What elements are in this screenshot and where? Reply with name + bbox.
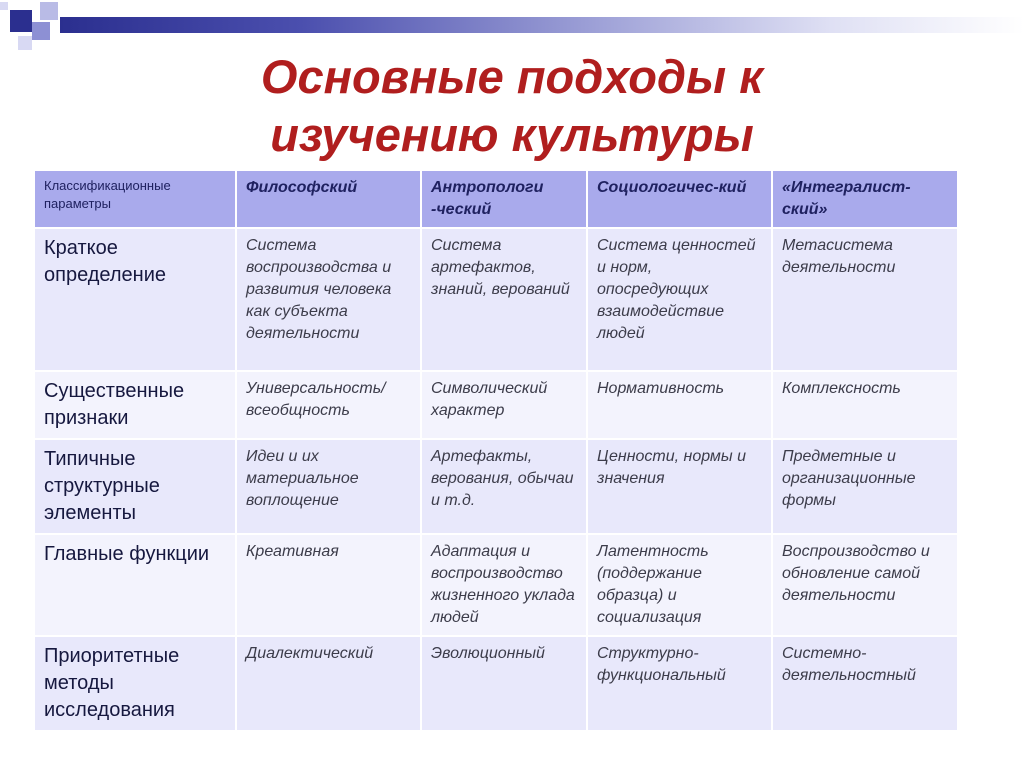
- decorative-top-bar: [60, 17, 1024, 33]
- table-cell: Креативная: [237, 535, 422, 637]
- row-parameter: Приоритетные методы исследования: [35, 637, 237, 732]
- table-row: [35, 535, 959, 637]
- table-cell: Системно-деятельностный: [773, 637, 959, 732]
- table-cell: Воспроизводство и обновление самой деятельности: [773, 535, 959, 637]
- table-cell: Эволюционный: [422, 637, 588, 732]
- header-sociological: Социологичес-кий: [588, 171, 773, 229]
- table-row: [35, 440, 959, 535]
- decorative-square: [10, 10, 32, 32]
- table-cell: Универсальность/ всеобщность: [237, 372, 422, 440]
- table-cell: Ценности, нормы и значения: [588, 440, 773, 535]
- table-header-row: [35, 171, 959, 229]
- table-cell: Предметные и организационные формы: [773, 440, 959, 535]
- header-integralist: «Интегралист-ский»: [773, 171, 959, 229]
- table-cell: Метасистема деятельности: [773, 229, 959, 372]
- header-philosophical: Философский: [237, 171, 422, 229]
- table-row: [35, 229, 959, 372]
- table-cell: Структурно-функциональный: [588, 637, 773, 732]
- table-row: [35, 372, 959, 440]
- table-cell: Диалектический: [237, 637, 422, 732]
- decorative-square: [32, 22, 50, 40]
- row-parameter: Краткое определение: [35, 229, 237, 372]
- table-cell: Комплексность: [773, 372, 959, 440]
- table-cell: Латентность (поддержание образца) и социализация: [588, 535, 773, 637]
- row-parameter: Главные функции: [35, 535, 237, 637]
- decorative-square: [0, 2, 8, 10]
- table-cell: Артефакты, верования, обычаи и т.д.: [422, 440, 588, 535]
- table-cell: Система ценностей и норм, опосредующих взаимодействие людей: [588, 229, 773, 372]
- table-cell: Адаптация и воспроизводство жизненного уклада людей: [422, 535, 588, 637]
- table-cell: Идеи и их материальное воплощение: [237, 440, 422, 535]
- decorative-square: [40, 2, 58, 20]
- header-parameters: Классификационные параметры: [35, 171, 237, 229]
- header-anthropological: Антропологи -ческий: [422, 171, 588, 229]
- table-row: [35, 637, 959, 732]
- page-title: Основные подходы к изучению культуры: [260, 50, 764, 161]
- table-cell: Символический характер: [422, 372, 588, 440]
- table-cell: Система артефактов, знаний, верований: [422, 229, 588, 372]
- table-cell: Система воспроизводства и развития человека как субъекта деятельности: [237, 229, 422, 372]
- row-parameter: Существенные признаки: [35, 372, 237, 440]
- table-cell: Нормативность: [588, 372, 773, 440]
- row-parameter: Типичные структурные элементы: [35, 440, 237, 535]
- approaches-table: [35, 171, 959, 732]
